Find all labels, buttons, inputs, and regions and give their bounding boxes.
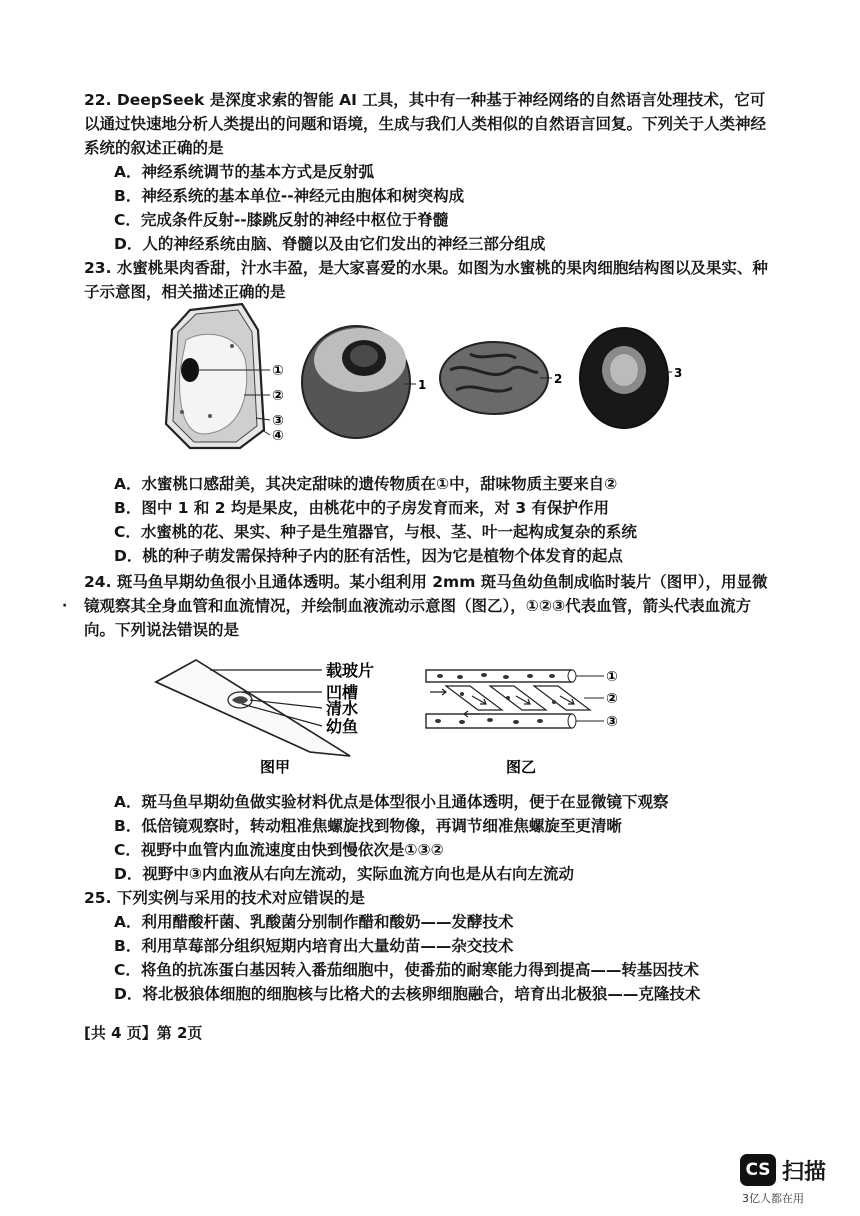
- fruit-label-1: 1: [418, 378, 427, 392]
- vessel-label-2: ②: [606, 691, 618, 707]
- option-c: C．将鱼的抗冻蛋白基因转入番茄细胞中，使番茄的耐寒能力得到提高——转基因技术: [114, 961, 699, 979]
- question-24: [84, 570, 774, 642]
- cell-label-1: ①: [272, 363, 284, 379]
- option-d: D．人的神经系统由脑、脊髓以及由它们发出的神经三部分组成: [114, 235, 546, 253]
- blood-flow-diagram: [426, 669, 618, 776]
- option-a: A．利用醋酸杆菌、乳酸菌分别制作醋和酸奶——发酵技术: [114, 913, 514, 931]
- label-fish: 幼鱼: [326, 717, 359, 736]
- option-b: B．神经系统的基本单位--神经元由胞体和树突构成: [114, 187, 465, 205]
- question-stem: 24. 斑马鱼早期幼鱼很小且通体透明。某小组利用 2mm 斑马鱼幼鱼制成临时装片（图甲），用显微镜观察其全身血管和血流情况，并绘制血液流动示意图（图乙），①②③代表血管，箭头代表血流方向。下列说法错误的是: [84, 573, 768, 639]
- margin-dot: ·: [62, 598, 68, 614]
- option-a: A．水蜜桃口感甜美，其决定甜味的遗传物质在①中，甜味物质主要来自②: [114, 475, 618, 493]
- option-c: C．视野中血管内血流速度由快到慢依次是①③②: [114, 841, 444, 859]
- seed-label-3: 3: [674, 366, 683, 380]
- option-c: C．水蜜桃的花、果实、种子是生殖器官，与根、茎、叶一起构成复杂的系统: [114, 523, 637, 541]
- option-b: B．图中 1 和 2 均是果皮，由桃花中的子房发育而来，对 3 有保护作用: [114, 499, 610, 517]
- cs-logo-subtext: 3亿人都在用: [742, 1192, 804, 1205]
- cell-label-3: ③: [272, 413, 284, 429]
- peach-pit-image: [440, 342, 562, 414]
- figure-jia-caption: 图甲: [260, 758, 291, 776]
- option-d: D．将北极狼体细胞的细胞核与比格犬的去核卵细胞融合，培育出北极狼——克隆技术: [114, 985, 701, 1003]
- label-groove: 凹槽: [326, 683, 359, 702]
- vessel-label-3: ③: [606, 714, 618, 730]
- figure-yi-caption: 图乙: [506, 758, 537, 776]
- zebrafish-figures: [150, 656, 670, 780]
- option-d: D．视野中③内血液从右向左流动，实际血流方向也是从右向左流动: [114, 865, 574, 883]
- option-b: B．利用草莓部分组织短期内培育出大量幼苗——杂交技术: [114, 937, 514, 955]
- cs-logo-icon: CS: [740, 1154, 776, 1186]
- label-slide: 载玻片: [326, 661, 375, 680]
- vessel-label-1: ①: [606, 669, 618, 685]
- option-a: A．斑马鱼早期幼鱼做实验材料优点是体型很小且通体透明，便于在显微镜下观察: [114, 793, 669, 811]
- question-stem: 23. 水蜜桃果肉香甜，汁水丰盈，是大家喜爱的水果。如图为水蜜桃的果肉细胞结构图以及果实、种子示意图，相关描述正确的是: [84, 259, 768, 301]
- question-stem: 25. 下列实例与采用的技术对应错误的是: [84, 889, 365, 907]
- cell-label-4: ④: [272, 428, 284, 444]
- page-footer: [共 4 页】第 2页: [84, 1024, 203, 1042]
- camscanner-watermark: [740, 1150, 860, 1210]
- question-25: [84, 886, 774, 1006]
- cell-label-2: ②: [272, 388, 284, 404]
- peach-fruit-image: [302, 326, 426, 438]
- question-24-options: [84, 790, 774, 886]
- label-water: 清水: [326, 699, 359, 718]
- option-b: B．低倍镜观察时，转动粗准焦螺旋找到物像，再调节细准焦螺旋至更清晰: [114, 817, 622, 835]
- question-23-options: [84, 472, 774, 568]
- question-23: [84, 256, 774, 304]
- peach-cell-diagram: [166, 304, 284, 448]
- question-stem: 22. DeepSeek 是深度求索的智能 AI 工具，其中有一种基于神经网络的自然语言处理技术，它可以通过快速地分析人类提出的问题和语境，生成与我们人类相似的自然语言回复。下列关于人类神经系统的叙述正确的是: [84, 91, 767, 157]
- option-a: A．神经系统调节的基本方式是反射弧: [114, 163, 374, 181]
- peach-figure: [160, 300, 700, 460]
- option-c: C．完成条件反射--膝跳反射的神经中枢位于脊髓: [114, 211, 449, 229]
- option-d: D．桃的种子萌发需保持种子内的胚有活性，因为它是植物个体发育的起点: [114, 547, 623, 565]
- question-22: [84, 88, 774, 256]
- slide-diagram: [156, 660, 374, 776]
- pit-label-2: 2: [554, 372, 563, 386]
- cs-logo-text: 扫描: [782, 1160, 827, 1185]
- peach-seed-image: [580, 328, 682, 428]
